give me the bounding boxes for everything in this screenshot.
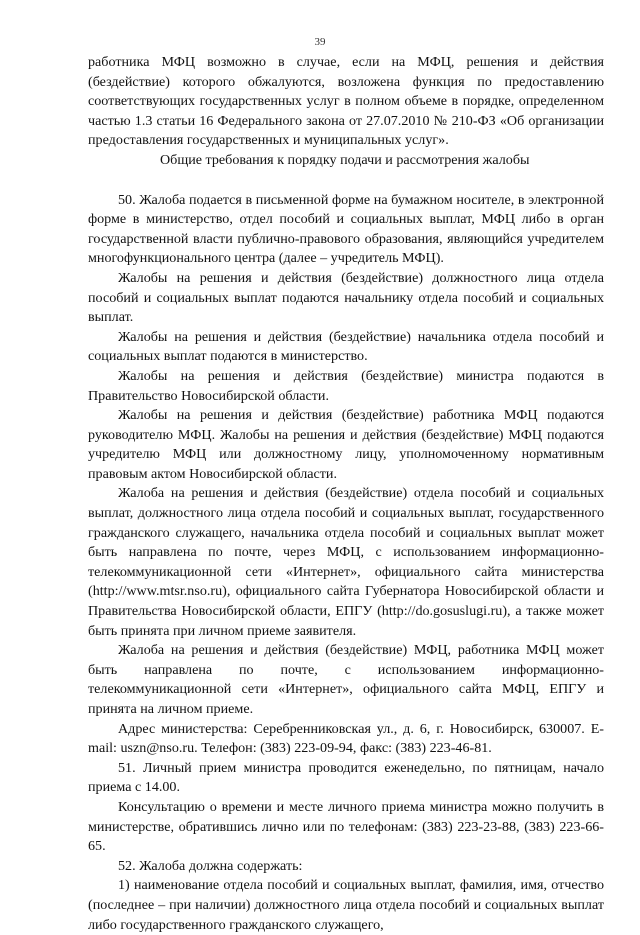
paragraph-52: 52. Жалоба должна содержать: xyxy=(118,857,303,874)
paragraph: Жалоба на решения и действия (бездействие) МФЦ, работника МФЦ может быть направлена по почте, с использованием информационно-телекоммуникационной сети «Интернет», официального сайта МФЦ, ЕПГУ и принята на личном приеме. xyxy=(88,642,604,717)
paragraph: Жалобы на решения и действия (бездействие) должностного лица отдела пособий и социальных выплат подаются начальнику отдела пособий и социальных выплат. xyxy=(88,269,604,326)
spacer xyxy=(88,171,604,191)
paragraph: Жалобы на решения и действия (бездействие) работника МФЦ подаются руководителю МФЦ. Жалобы на решения и действия (бездействие) МФЦ подаются учредителю МФЦ или должностному лицу, уполномоченному нормативным правовым актом Новосибирской области. xyxy=(88,407,604,482)
paragraph-50: 50. Жалоба подается в письменной форме на бумажном носителе, в электронной форме в министерство, отдел пособий и социальных выплат, МФЦ либо в орган государственной власти публично-правового образования, являющийся учредителем многофункционального центра (далее – учредитель МФЦ). xyxy=(88,191,604,267)
section-heading: Общие требования к порядку подачи и рассмотрения жалобы xyxy=(160,151,530,168)
document-body xyxy=(88,53,604,935)
paragraph: Жалобы на решения и действия (бездействие) начальника отдела пособий и социальных выплат подаются в министерство. xyxy=(88,328,604,365)
paragraph: Консультацию о времени и месте личного приема министра можно получить в министерстве, обратившись лично или по телефонам: (383) 223-23-88, (383) 223-66-65. xyxy=(88,798,604,855)
paragraph-continuation: работника МФЦ возможно в случае, если на МФЦ, решения и действия (бездействие) которого обжалуются, возложена функция по предоставлению соответствующих государственных услуг в полном объеме в порядке, определенном частью 1.3 статьи 16 Федерального закона от 27.07.2010 № 210-ФЗ «Об организации предоставления государственных и муниципальных услуг». xyxy=(88,54,604,149)
paragraph-51: 51. Личный прием министра проводится еженедельно, по пятницам, начало приема с 14.00. xyxy=(88,759,604,796)
address-paragraph: Адрес министерства: Серебренниковская ул., д. 6, г. Новосибирск, 630007. E-mail: uszn@nso.ru. Телефон: (383) 223-09-94, факс: (383) 223-46-81. xyxy=(88,720,604,757)
paragraph: Жалоба на решения и действия (бездействие) отдела пособий и социальных выплат, должностного лица отдела пособий и социальных выплат, государственного гражданского служащего, начальника отдела пособий и социальных выплат может быть направлена по почте, через МФЦ, с использованием информационно-телекоммуникационной сети «Интернет», официального сайта министерства (http://www.mtsr.nso.ru), официального сайта Губернатора Новосибирской области и Правительства Новосибирской области, ЕПГУ (http://do.gosuslugi.ru), а также может быть принята при личном приеме заявителя. xyxy=(88,485,604,639)
page-number: 39 xyxy=(314,36,326,48)
paragraph: Жалобы на решения и действия (бездействие) министра подаются в Правительство Новосибирской области. xyxy=(88,367,604,404)
list-item: 1) наименование отдела пособий и социальных выплат, фамилия, имя, отчество (последнее – при наличии) должностного лица отдела пособий и социальных выплат либо государственного гражданского служащего, xyxy=(88,877,604,933)
